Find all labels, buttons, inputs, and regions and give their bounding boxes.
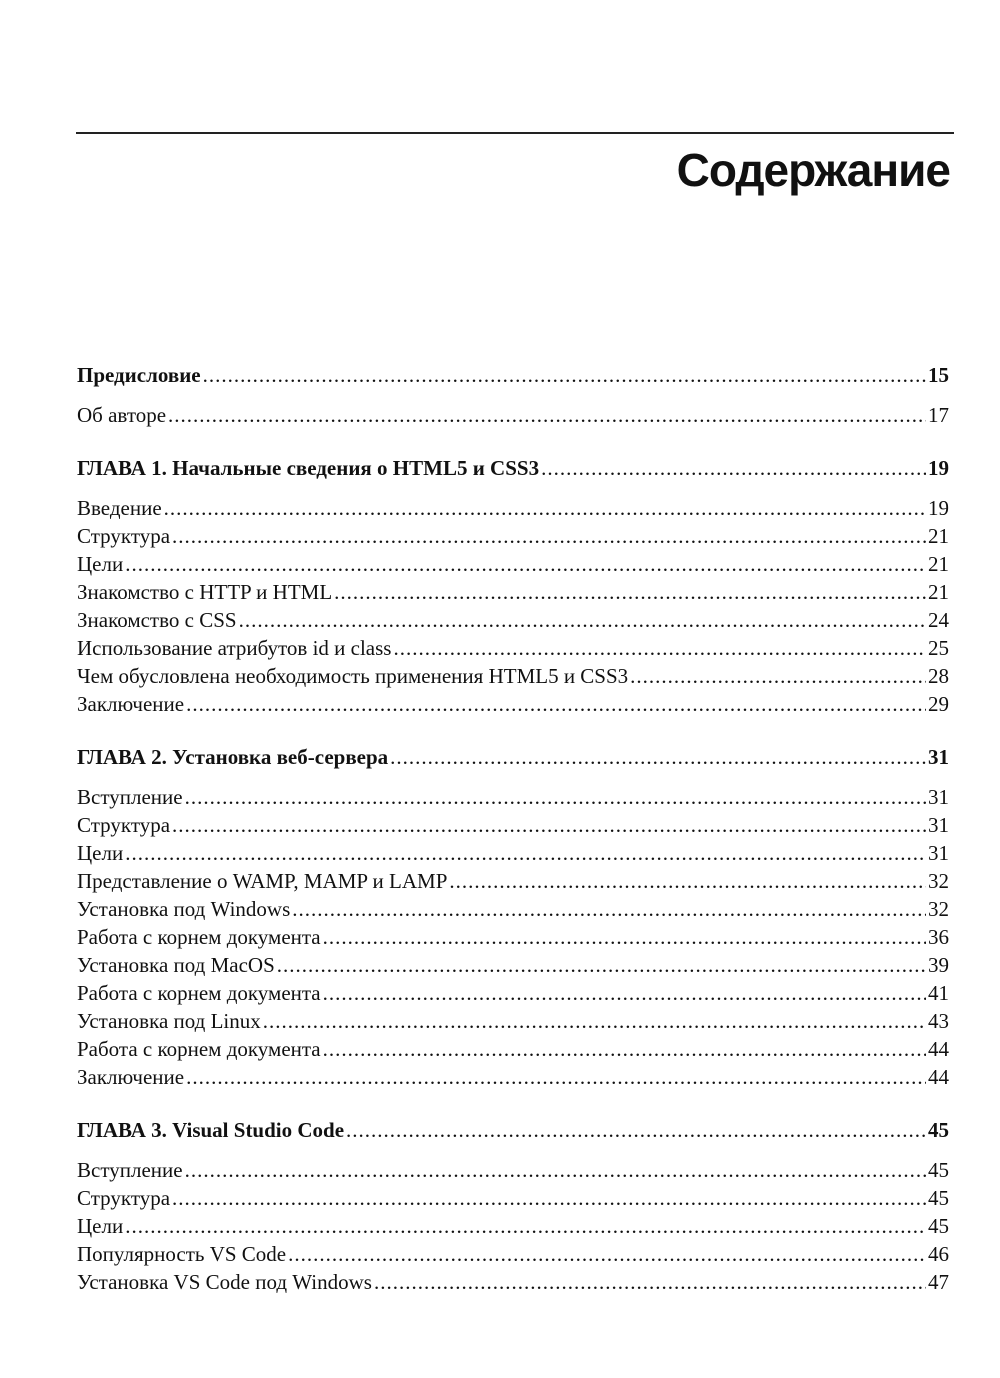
toc-entry-label: Вступление bbox=[77, 1158, 183, 1182]
toc-entry bbox=[77, 690, 949, 718]
toc-entry bbox=[77, 951, 949, 979]
toc-entry-page: 24 bbox=[928, 608, 949, 632]
page-title: Содержание bbox=[676, 144, 950, 196]
dot-leader bbox=[630, 662, 926, 690]
dot-leader bbox=[185, 1156, 926, 1184]
toc-entry-label: ГЛАВА 3. Visual Studio Code bbox=[77, 1118, 345, 1142]
toc-entry-label: Знакомство с CSS bbox=[77, 608, 237, 632]
dot-leader bbox=[323, 979, 926, 1007]
toc-entry bbox=[77, 923, 949, 951]
dot-leader bbox=[168, 401, 926, 429]
toc-entry-label: Знакомство с HTTP и HTML bbox=[77, 580, 333, 604]
toc-entry-page: 25 bbox=[928, 636, 949, 660]
toc-entry-label: Использование атрибутов id и class bbox=[77, 636, 392, 660]
toc-entry-page: 39 bbox=[928, 953, 949, 977]
dot-leader bbox=[172, 811, 926, 839]
toc-entry-page: 45 bbox=[928, 1214, 949, 1238]
toc-chapter-1-heading bbox=[77, 454, 949, 482]
dot-leader bbox=[346, 1116, 926, 1144]
toc-entry-page: 19 bbox=[928, 496, 949, 520]
toc-entry-label: Заключение bbox=[77, 692, 185, 716]
toc-entry-page: 32 bbox=[928, 897, 949, 921]
toc-entry-page: 45 bbox=[928, 1118, 949, 1142]
toc-entry-page: 47 bbox=[928, 1270, 949, 1294]
toc-entry-label: Цели bbox=[77, 841, 124, 865]
toc-entry-label: Установка под MacOS bbox=[77, 953, 275, 977]
toc-entry bbox=[77, 1063, 949, 1091]
dot-leader bbox=[449, 867, 926, 895]
toc-entry bbox=[77, 811, 949, 839]
dot-leader bbox=[185, 783, 926, 811]
toc-entry-page: 31 bbox=[928, 841, 949, 865]
toc-entry-label: Работа с корнем документа bbox=[77, 1037, 321, 1061]
dot-leader bbox=[374, 1268, 926, 1296]
dot-leader bbox=[323, 1035, 926, 1063]
toc-entry bbox=[77, 494, 949, 522]
toc-entry-page: 36 bbox=[928, 925, 949, 949]
dot-leader bbox=[203, 361, 926, 389]
dot-leader bbox=[125, 550, 926, 578]
toc-entry bbox=[77, 1240, 949, 1268]
toc-entry-page: 31 bbox=[928, 745, 949, 769]
toc-entry bbox=[77, 634, 949, 662]
toc-entry-page: 31 bbox=[928, 813, 949, 837]
toc-entry bbox=[77, 895, 949, 923]
toc-entry bbox=[77, 839, 949, 867]
toc-entry-label: Работа с корнем документа bbox=[77, 981, 321, 1005]
dot-leader bbox=[164, 494, 926, 522]
dot-leader bbox=[186, 690, 926, 718]
toc-entry-page: 44 bbox=[928, 1065, 949, 1089]
dot-leader bbox=[390, 743, 926, 771]
dot-leader bbox=[288, 1240, 926, 1268]
toc-entry-label: Чем обусловлена необходимость применения HTML5 и CSS3 bbox=[77, 664, 629, 688]
toc-entry-label: Установка VS Code под Windows bbox=[77, 1270, 372, 1294]
toc-entry bbox=[77, 1184, 949, 1212]
toc-entry-label: Установка под Windows bbox=[77, 897, 291, 921]
toc-chapter-2-heading bbox=[77, 743, 949, 771]
dot-leader bbox=[323, 923, 926, 951]
toc-entry-page: 46 bbox=[928, 1242, 949, 1266]
toc-entry bbox=[77, 979, 949, 1007]
dot-leader bbox=[239, 606, 926, 634]
dot-leader bbox=[125, 839, 926, 867]
toc-entry-page: 45 bbox=[928, 1158, 949, 1182]
title-rule bbox=[76, 132, 954, 134]
toc-entry bbox=[77, 1156, 949, 1184]
toc-entry-page: 41 bbox=[928, 981, 949, 1005]
toc-entry-page: 21 bbox=[928, 580, 949, 604]
toc-entry-label: Цели bbox=[77, 552, 124, 576]
toc-entry-label: Представление о WAMP, MAMP и LAMP bbox=[77, 869, 448, 893]
toc-entry-label: ГЛАВА 2. Установка веб-сервера bbox=[77, 745, 389, 769]
toc-chapter-3-heading bbox=[77, 1116, 949, 1144]
toc-entry bbox=[77, 1007, 949, 1035]
dot-leader bbox=[541, 454, 926, 482]
toc-entry bbox=[77, 578, 949, 606]
toc-entry bbox=[77, 783, 949, 811]
dot-leader bbox=[393, 634, 926, 662]
toc-entry-page: 32 bbox=[928, 869, 949, 893]
toc-entry-label: Работа с корнем документа bbox=[77, 925, 321, 949]
toc-chapter-2-items bbox=[77, 783, 949, 1091]
toc-entry-label: ГЛАВА 1. Начальные сведения о HTML5 и CSS3 bbox=[77, 456, 540, 480]
dot-leader bbox=[172, 522, 926, 550]
toc-entry bbox=[77, 550, 949, 578]
toc-entry-page: 15 bbox=[928, 363, 949, 387]
toc-entry-label: Предисловие bbox=[77, 363, 201, 387]
toc-entry bbox=[77, 867, 949, 895]
toc-entry-label: Цели bbox=[77, 1214, 124, 1238]
toc-entry-label: Популярность VS Code bbox=[77, 1242, 287, 1266]
toc-entry bbox=[77, 1212, 949, 1240]
toc-chapter-3-items bbox=[77, 1156, 949, 1296]
dot-leader bbox=[172, 1184, 926, 1212]
toc-preface bbox=[77, 361, 949, 389]
dot-leader bbox=[263, 1007, 926, 1035]
toc-entry-label: Введение bbox=[77, 496, 162, 520]
toc-entry bbox=[77, 522, 949, 550]
dot-leader bbox=[292, 895, 926, 923]
toc-entry-label: Структура bbox=[77, 524, 171, 548]
toc-entry-page: 21 bbox=[928, 524, 949, 548]
toc-entry-label: Заключение bbox=[77, 1065, 185, 1089]
toc-entry-page: 21 bbox=[928, 552, 949, 576]
table-of-contents bbox=[77, 361, 949, 1296]
dot-leader bbox=[186, 1063, 926, 1091]
toc-entry-label: Об авторе bbox=[77, 403, 167, 427]
toc-chapter-1-items bbox=[77, 494, 949, 718]
toc-entry-page: 19 bbox=[928, 456, 949, 480]
toc-entry-page: 31 bbox=[928, 785, 949, 809]
toc-entry-label: Структура bbox=[77, 1186, 171, 1210]
toc-entry-label: Установка под Linux bbox=[77, 1009, 261, 1033]
toc-entry-page: 43 bbox=[928, 1009, 949, 1033]
dot-leader bbox=[334, 578, 926, 606]
toc-entry-label: Структура bbox=[77, 813, 171, 837]
toc-entry-page: 45 bbox=[928, 1186, 949, 1210]
toc-entry-page: 28 bbox=[928, 664, 949, 688]
toc-entry bbox=[77, 1035, 949, 1063]
dot-leader bbox=[277, 951, 926, 979]
toc-about-author bbox=[77, 401, 949, 429]
dot-leader bbox=[125, 1212, 926, 1240]
toc-entry bbox=[77, 662, 949, 690]
toc-entry-page: 29 bbox=[928, 692, 949, 716]
toc-entry-page: 17 bbox=[928, 403, 949, 427]
toc-entry bbox=[77, 1268, 949, 1296]
toc-entry-label: Вступление bbox=[77, 785, 183, 809]
toc-entry-page: 44 bbox=[928, 1037, 949, 1061]
toc-entry bbox=[77, 606, 949, 634]
